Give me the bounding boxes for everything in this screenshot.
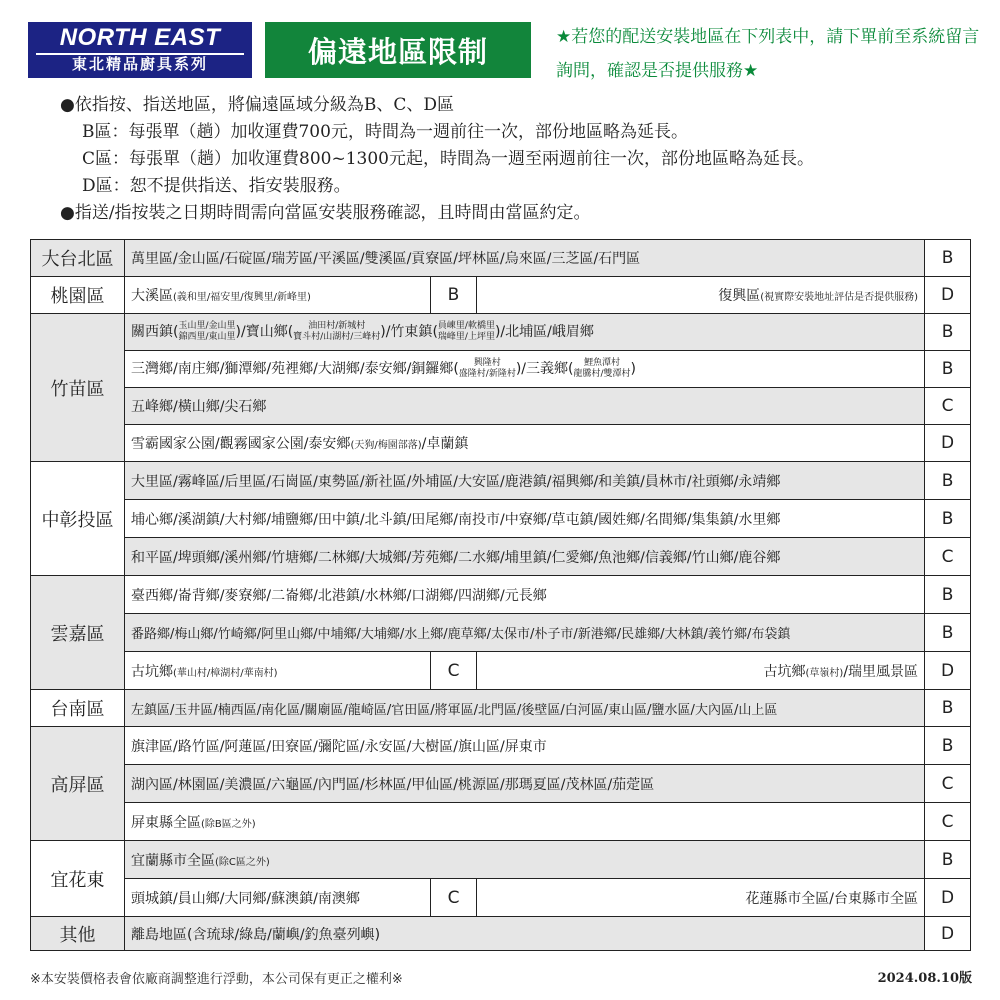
table-row [31, 388, 971, 425]
area-list: 關西鎮(玉山里/金山里 錦西里/東山里)/寶山鄉( 油田村/新城村 寶斗村/山湖村/三峰村)/竹東鎮(員崠里/軟橋里 瑞峰里/上坪里)/北埔區/峨眉鄉 [125, 314, 925, 351]
footer-disclaimer: ※本安裝價格表會依廠商調整進行浮動，本公司保有更正之權利※ [30, 972, 403, 987]
region-label: 桃園區 [31, 277, 125, 314]
area-list: 三灣鄉/南庄鄉/獅潭鄉/苑裡鄉/大湖鄉/泰安鄉/銅鑼鄉( 興隆村 盛隆村/新隆村)/三義鄉( 鯉魚潭村 龍騰村/雙潭村) [125, 351, 925, 388]
grade-cell: B [925, 351, 971, 388]
area-list: 和平區/埤頭鄉/溪州鄉/竹塘鄉/二林鄉/大城鄉/芳苑鄉/二水鄉/埔里鎮/仁愛鄉/魚池鄉/信義鄉/竹山鄉/鹿谷鄉 [125, 538, 925, 576]
intro-line: D區：恕不提供指送、指安裝服務。 [82, 176, 351, 196]
brand-name-zh: 東北精品廚具系列 [71, 55, 208, 73]
grade-cell: C [925, 803, 971, 841]
table-row [31, 614, 971, 652]
intro-line: C區：每張單（趟）加收運費800~1300元起，時間為一週至兩週前往一次，部份地區略為延長。 [82, 149, 814, 169]
area-list: 離島地區(含琉球/綠島/蘭嶼/釣魚臺列嶼) [125, 917, 925, 951]
region-label: 雲嘉區 [31, 576, 125, 690]
table-row [31, 652, 971, 690]
grade-cell: B [925, 500, 971, 538]
table-row [31, 425, 971, 462]
area-list: 萬里區/金山區/石碇區/瑞芳區/平溪區/雙溪區/貢寮區/坪林區/烏來區/三芝區/石門區 [125, 240, 925, 277]
table-row [31, 879, 971, 917]
grade-cell: B [925, 240, 971, 277]
brand-logo [28, 22, 252, 78]
region-label: 宜花東 [31, 841, 125, 917]
grade-cell: B [925, 314, 971, 351]
region-label: 中彰投區 [31, 462, 125, 576]
area-list: 番路鄉/梅山鄉/竹崎鄉/阿里山鄉/中埔鄉/大埔鄉/水上鄉/鹿草鄉/太保市/朴子市/新港鄉/民雄鄉/大林鎮/義竹鄉/布袋鎮 [125, 614, 925, 652]
region-label: 竹苗區 [31, 314, 125, 462]
grade-cell: D [925, 277, 971, 314]
table-row [31, 727, 971, 765]
area-list: 宜蘭縣市全區(除C區之外) [125, 841, 925, 879]
area-list: 頭城鎮/員山鄉/大同鄉/蘇澳鎮/南澳鄉 [125, 879, 431, 917]
grade-cell: D [925, 879, 971, 917]
area-list: 花蓮縣市全區/台東縣市全區 [477, 879, 925, 917]
brand-name-en: NORTH EAST [59, 24, 221, 51]
area-list: 雪霸國家公園/觀霧國家公園/泰安鄉(天狗/梅園部落)/卓蘭鎮 [125, 425, 925, 462]
grade-cell: D [925, 425, 971, 462]
area-list: 大溪區(義和里/福安里/復興里/新峰里) [125, 277, 431, 314]
grade-cell: B [925, 462, 971, 500]
area-list: 古坑鄉(草嶺村)/瑞里風景區 [477, 652, 925, 690]
table-row [31, 690, 971, 727]
intro-line: B區：每張單（趟）加收運費700元，時間為一週前往一次，部份地區略為延長。 [82, 122, 688, 142]
intro-line: ●指送/指按裝之日期時間需向當區安裝服務確認，且時間由當區約定。 [60, 203, 591, 223]
grade-cell: B [925, 690, 971, 727]
area-list: 大里區/霧峰區/后里區/石崗區/東勢區/新社區/外埔區/大安區/鹿港鎮/福興鄉/和美鎮/員林市/社頭鄉/永靖鄉 [125, 462, 925, 500]
grade-cell: B [925, 614, 971, 652]
grade-cell: B [431, 277, 477, 314]
grade-cell: C [925, 538, 971, 576]
region-label: 台南區 [31, 690, 125, 727]
page-title: 偏遠地區限制 [265, 22, 531, 78]
grade-cell: D [925, 917, 971, 951]
table-row [31, 351, 971, 388]
remote-area-table [30, 239, 971, 951]
intro-line: ●依指按、指送地區，將偏遠區域分級為B、C、D區 [60, 95, 454, 115]
grade-cell: C [925, 388, 971, 425]
area-list: 古坑鄉(華山村/樟湖村/華南村) [125, 652, 431, 690]
table-row [31, 500, 971, 538]
grade-cell: B [925, 727, 971, 765]
grade-cell: B [925, 576, 971, 614]
area-list: 屏東縣全區(除B區之外) [125, 803, 925, 841]
table-row [31, 277, 971, 314]
grade-cell: C [431, 652, 477, 690]
grade-cell: D [925, 652, 971, 690]
area-list: 臺西鄉/崙背鄉/麥寮鄉/二崙鄉/北港鎮/水林鄉/口湖鄉/四湖鄉/元長鄉 [125, 576, 925, 614]
table-row [31, 240, 971, 277]
area-list: 左鎮區/玉井區/楠西區/南化區/關廟區/龍崎區/官田區/將軍區/北門區/後壁區/白河區/東山區/鹽水區/大內區/山上區 [125, 690, 925, 727]
notice-text: ★若您的配送安裝地區在下列表中，請下單前至系統留言詢問，確認是否提供服務★ [556, 27, 980, 81]
grade-cell: B [925, 841, 971, 879]
table-row [31, 576, 971, 614]
area-list: 五峰鄉/橫山鄉/尖石鄉 [125, 388, 925, 425]
area-list: 旗津區/路竹區/阿蓮區/田寮區/彌陀區/永安區/大樹區/旗山區/屏東市 [125, 727, 925, 765]
area-list: 埔心鄉/溪湖鎮/大村鄉/埔鹽鄉/田中鎮/北斗鎮/田尾鄉/南投市/中寮鄉/草屯鎮/國姓鄉/名間鄉/集集鎮/水里鄉 [125, 500, 925, 538]
region-label: 高屏區 [31, 727, 125, 841]
table-row [31, 917, 971, 951]
table-row [31, 462, 971, 500]
version-label: 2024.08.10版 [877, 971, 972, 986]
area-list: 湖內區/林園區/美濃區/六龜區/內門區/杉林區/甲仙區/桃源區/那瑪夏區/茂林區/茄萣區 [125, 765, 925, 803]
grade-cell: C [431, 879, 477, 917]
grade-cell: C [925, 765, 971, 803]
region-label: 其他 [31, 917, 125, 951]
table-row [31, 841, 971, 879]
table-row [31, 765, 971, 803]
table-row [31, 538, 971, 576]
table-row [31, 314, 971, 351]
area-list: 復興區(視實際安裝地址評估是否提供服務) [477, 277, 925, 314]
region-label: 大台北區 [31, 240, 125, 277]
intro-section [60, 92, 980, 227]
table-row [31, 803, 971, 841]
